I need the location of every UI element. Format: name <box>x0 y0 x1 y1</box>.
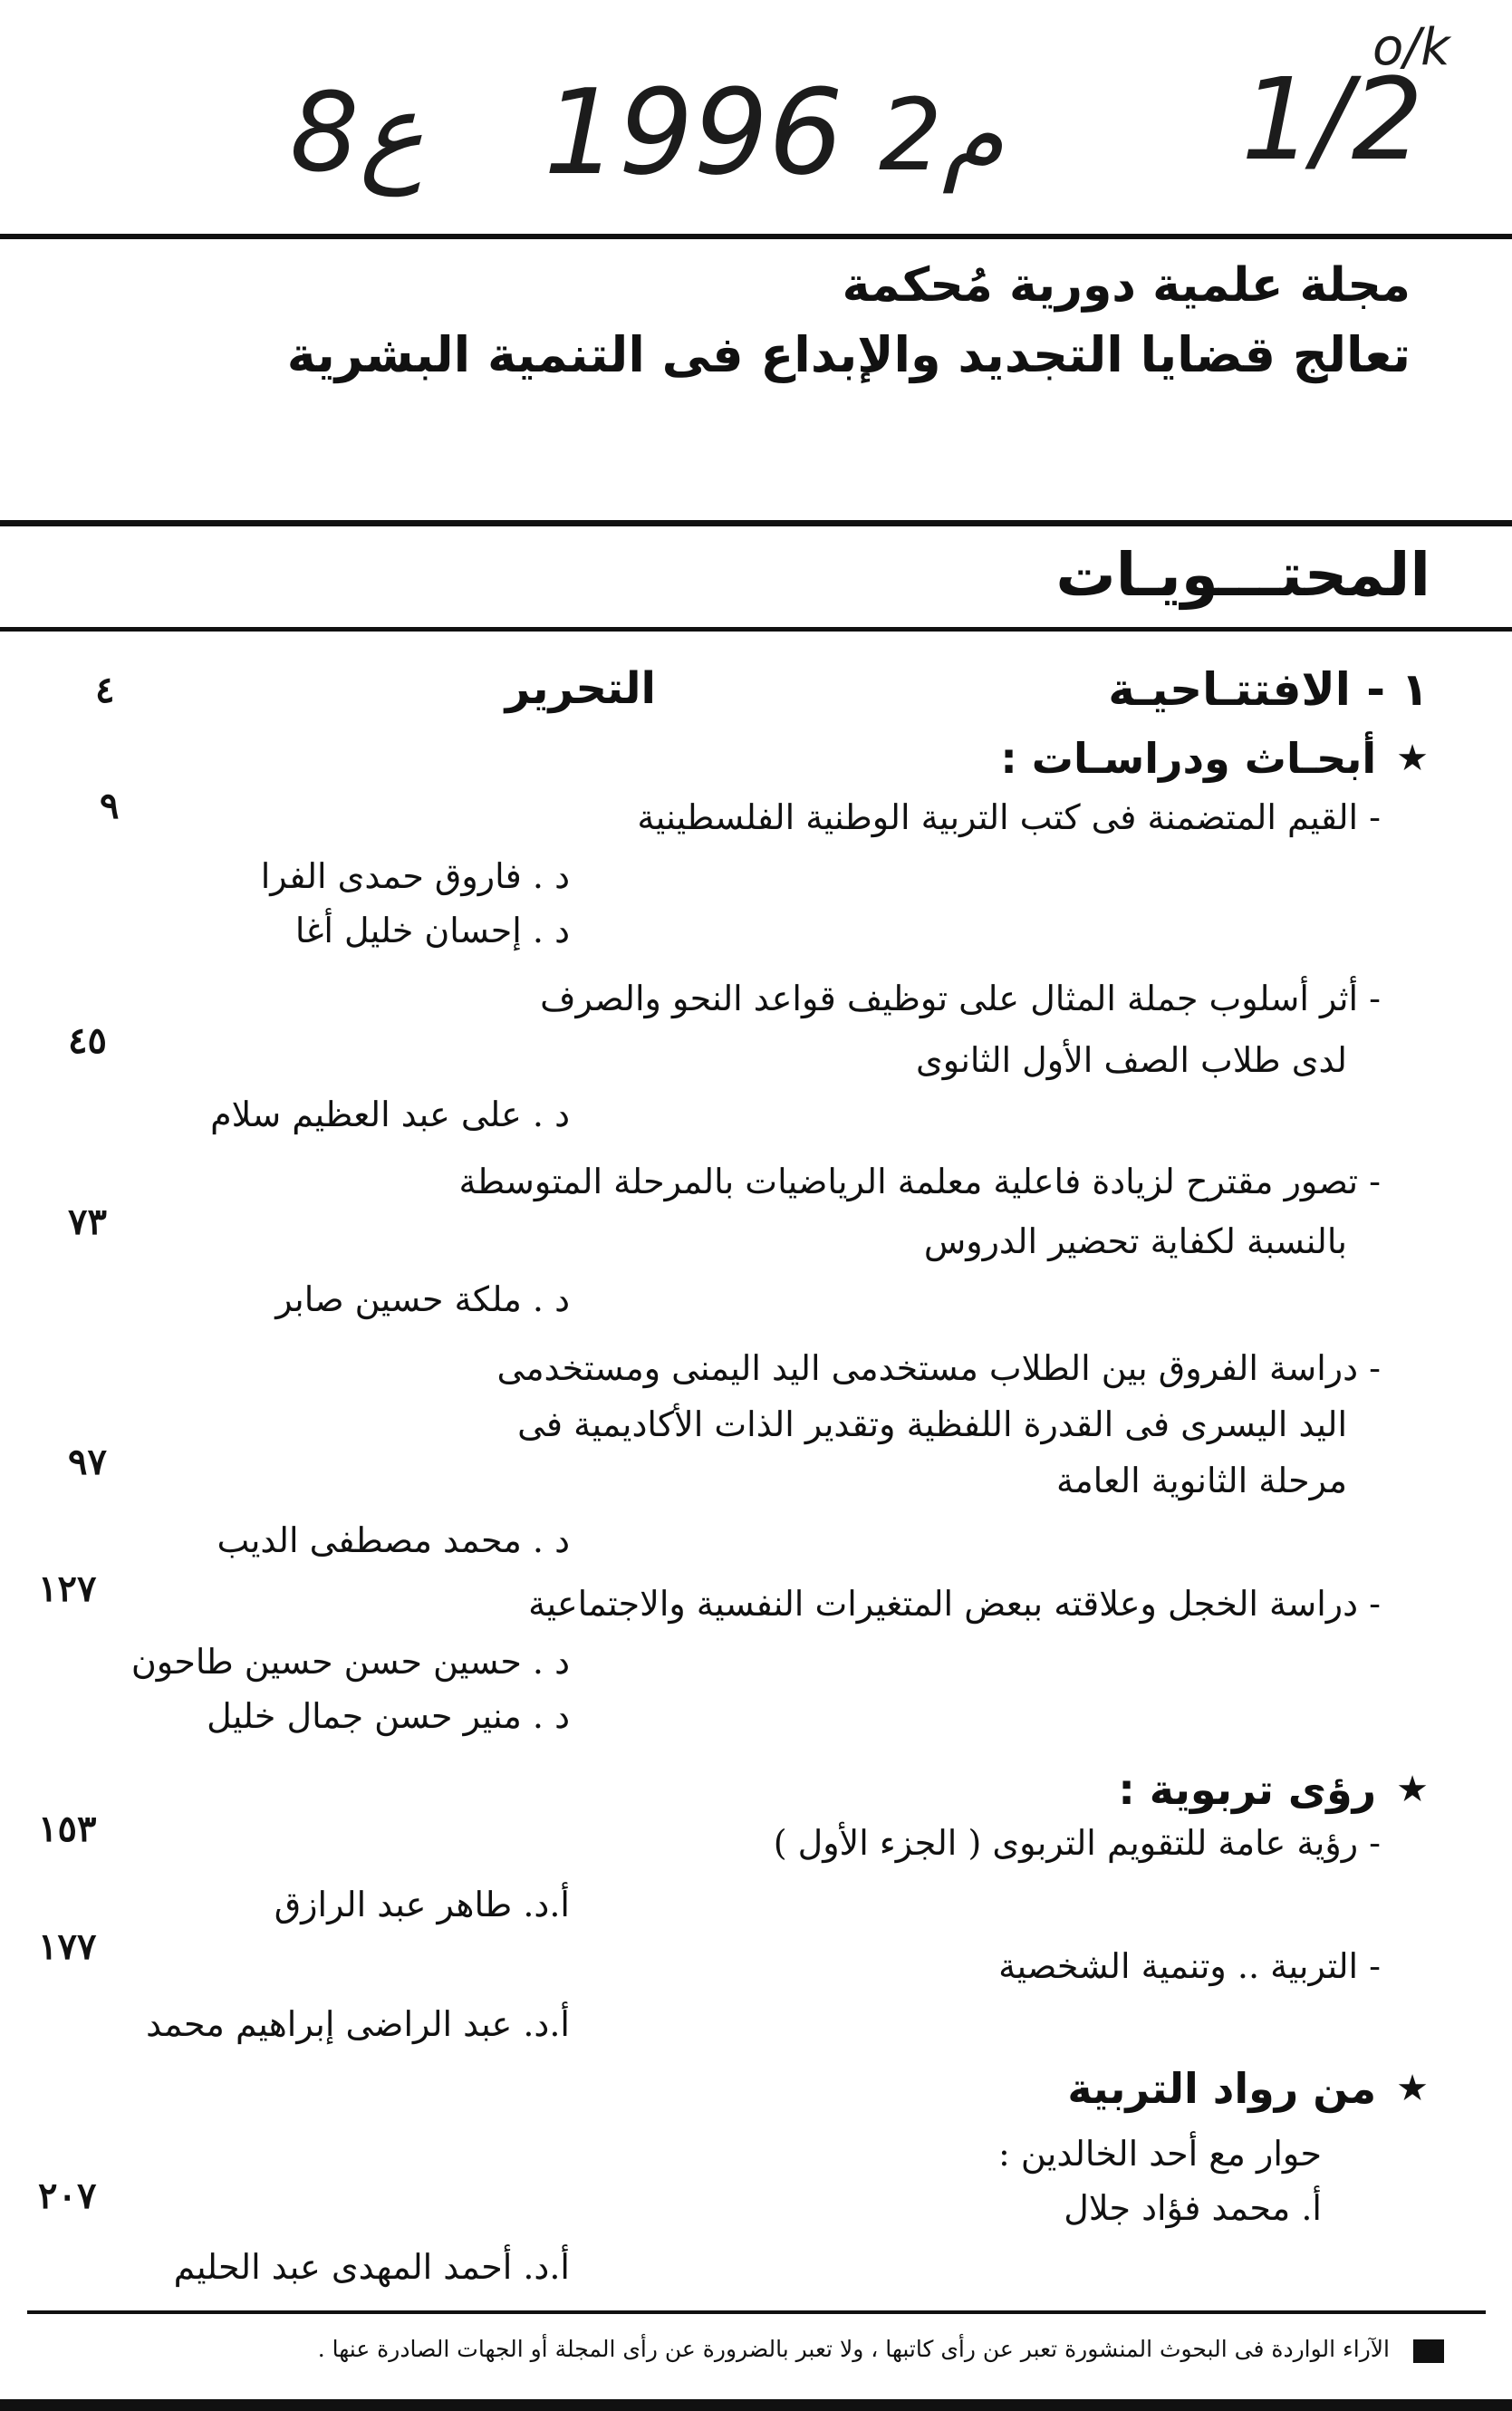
contents-top-rule <box>0 520 1512 526</box>
page-number: ٤٥ <box>68 1019 107 1062</box>
page-number: ١٥٣ <box>38 1808 97 1850</box>
page-number: ٤ <box>95 669 115 711</box>
article-author: د . منير حسن جمال خليل <box>207 1696 570 1736</box>
page-number: ٢٠٧ <box>38 2175 97 2217</box>
research-heading <box>1000 734 1429 783</box>
handwritten-month: 2م <box>879 77 1005 193</box>
article-author: أ.د. عبد الراضى إبراهيم محمد <box>146 2004 570 2044</box>
article-title-cont: لدى طلاب الصف الأول الثانوى <box>915 1040 1347 1080</box>
opening-author: التحرير <box>505 663 656 714</box>
star-icon: ★ <box>1396 2068 1429 2109</box>
bottom-edge-rule <box>0 2399 1512 2411</box>
article-title: - التربية .. وتنمية الشخصية <box>998 1946 1381 1986</box>
footer-square-icon <box>1413 2339 1444 2363</box>
journal-line-1: مجلة علمية دورية مُحكمة <box>842 258 1411 313</box>
article-title: - دراسة الخجل وعلاقته ببعض المتغيرات النفسية والاجتماعية <box>528 1584 1381 1624</box>
article-title-cont: مرحلة الثانوية العامة <box>1055 1461 1347 1500</box>
interview-label: حوار مع أحد الخالدين : <box>998 2134 1322 2174</box>
research-heading-text: أبحـاث ودراسـات : <box>1000 734 1377 783</box>
page-number: ٩٧ <box>68 1441 107 1483</box>
journal-line-2: تعالج قضايا التجديد والإبداع فى التنمية البشرية <box>286 326 1411 383</box>
contents-title: المحتـــويـات <box>1055 540 1430 610</box>
article-title: - القيم المتضمنة فى كتب التربية الوطنية الفلسطينية <box>637 797 1381 837</box>
article-title: - رؤية عامة للتقويم التربوى ( الجزء الأول ) <box>773 1823 1381 1863</box>
handwritten-corner-note: o/k <box>1372 18 1450 77</box>
article-title-cont: اليد اليسرى فى القدرة اللفظية وتقدير الذات الأكاديمية فى <box>517 1404 1347 1444</box>
star-icon: ★ <box>1396 1769 1429 1810</box>
page-number: ١٧٧ <box>38 1925 97 1968</box>
contents-bottom-rule <box>0 627 1512 632</box>
page-number: ٩ <box>100 785 120 827</box>
article-author: د . محمد مصطفى الديب <box>217 1520 570 1560</box>
article-author: أ.د. طاهر عبد الرازق <box>274 1885 570 1924</box>
handwritten-volume: 1/2 <box>1241 54 1424 186</box>
top-rule <box>0 234 1512 239</box>
star-icon: ★ <box>1396 738 1429 779</box>
pioneers-heading-text: من رواد التربية <box>1067 2064 1377 2113</box>
visions-heading <box>1118 1765 1429 1814</box>
article-author: د . إحسان خليل أغا <box>294 911 570 950</box>
page-number: ١٢٧ <box>38 1567 97 1610</box>
handwritten-issue: 8ع <box>290 71 424 197</box>
article-author: د . ملكة حسين صابر <box>275 1279 570 1319</box>
pioneers-heading <box>1067 2064 1429 2113</box>
article-title: - تصور مقترح لزيادة فاعلية معلمة الرياضيات بالمرحلة المتوسطة <box>458 1162 1381 1201</box>
interview-subject: أ. محمد فؤاد جلال <box>1064 2188 1322 2228</box>
article-author: د . حسين حسن حسين طاحون <box>130 1642 570 1682</box>
article-author: أ.د. أحمد المهدى عبد الحليم <box>173 2247 570 2287</box>
visions-heading-text: رؤى تربوية : <box>1118 1765 1377 1814</box>
footer-rule <box>27 2310 1486 2314</box>
article-title-cont: بالنسبة لكفاية تحضير الدروس <box>923 1221 1347 1261</box>
article-title: - أثر أسلوب جملة المثال على توظيف قواعد النحو والصرف <box>540 979 1381 1018</box>
handwritten-year: 1996 <box>544 63 843 201</box>
page-number: ٧٣ <box>68 1201 107 1243</box>
footer-disclaimer: الآراء الواردة فى البحوث المنشورة تعبر عن رأى كاتبها ، ولا تعبر بالضرورة عن رأى المجلة أو الجهات الصادرة عنها . <box>317 2336 1390 2362</box>
article-title: - دراسة الفروق بين الطلاب مستخدمى اليد اليمنى ومستخدمى <box>496 1348 1381 1388</box>
article-author: د . على عبد العظيم سلام <box>210 1095 570 1134</box>
opening-label: ١ - الافتتـاحيـة <box>1108 663 1429 716</box>
article-author: د . فاروق حمدى الفرا <box>260 856 570 896</box>
